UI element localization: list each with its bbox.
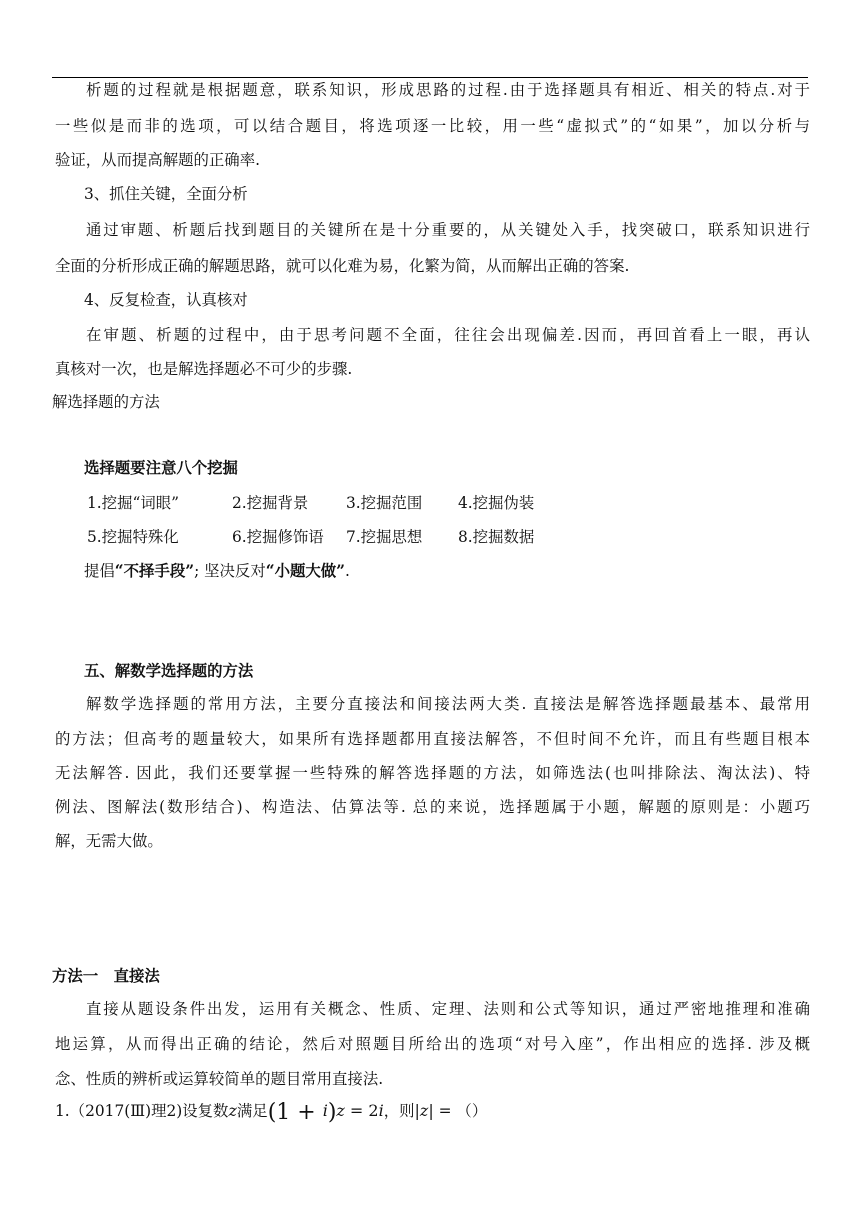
paragraph-line: 在审题、析题的过程中，由于思考问题不全面，往往会出现偏差.因而，再回首看上一眼，再认 [86, 326, 810, 344]
paragraph-line: 地运算，从而得出正确的结论，然后对照题目所给出的选项“对号入座”，作出相应的选择. 涉及概 [55, 1035, 810, 1053]
advocate-mid: ; 坚决反对 [194, 562, 266, 580]
header-rule [52, 77, 808, 78]
question-then: ，则 [383, 1102, 415, 1120]
paragraph-line: 析题的过程就是根据题意，联系知识，形成思路的过程.由于选择题具有相近、相关的特点.对于 [86, 81, 810, 99]
math-var-z: z [228, 1101, 237, 1120]
paragraph-line: 直接从题设条件出发，运用有关概念、性质、定理、法则和公式等知识，通过严密地推理和准确 [86, 1000, 810, 1018]
question-prefix: 1.（2017(Ⅲ)理2)设复数 [55, 1102, 229, 1120]
paragraph-line: 无法解答. 因此，我们还要掌握一些特殊的解答选择题的方法，如筛选法(也叫排除法、淘汰法)、特 [55, 764, 810, 782]
paragraph-line: 的方法；但高考的题量较大，如果所有选择题都用直接法解答，不但时间不允许，而且有些题目根本 [55, 730, 810, 748]
paragraph-line: 全面的分析形成正确的解题思路，就可以化难为易，化繁为简，从而解出正确的答案. [55, 257, 630, 275]
paragraph-line: 例法、图解法(数形结合)、构造法、估算法等. 总的来说，选择题属于小题，解题的原则是：小题巧 [55, 798, 810, 816]
method1-title: 方法一 直接法 [52, 967, 160, 985]
paragraph-line: 通过审题、析题后找到题目的关键所在是十分重要的，从关键处入手，找突破口，联系知识进行 [86, 221, 810, 239]
eight-item: 3.挖掘范围 [346, 494, 423, 512]
paragraph-line: 验证，从而提高解题的正确率. [55, 151, 260, 169]
eight-item: 8.挖掘数据 [458, 528, 535, 546]
paragraph-line: 解数学选择题的常用方法，主要分直接法和间接法两大类. 直接法是解答选择题最基本、最常用 [86, 695, 810, 713]
section5-title: 五、解数学选择题的方法 [84, 662, 254, 680]
eight-item: 2.挖掘背景 [232, 494, 309, 512]
subheading-3: 3、抓住关键，全面分析 [84, 185, 248, 203]
eight-item: 4.挖掘伪装 [458, 494, 535, 512]
subheading-4: 4、反复检查，认真核对 [84, 291, 248, 309]
paragraph-line: 真核对一次，也是解选择题必不可少的步骤. [55, 360, 353, 378]
eight-item: 7.挖掘思想 [346, 528, 423, 546]
paragraph-line: 一些似是而非的选项，可以结合题目，将选项逐一比较，用一些“虚拟式”的“如果”，加以分析与 [55, 117, 810, 135]
question-1 [55, 1101, 810, 1123]
advocate-line [84, 561, 839, 581]
advocate-prefix: 提倡 [84, 562, 115, 580]
advocate-end: . [345, 562, 350, 580]
question-cond: 满足 [236, 1102, 268, 1120]
math-abs-z: |z| [414, 1101, 434, 1120]
question-tail: = （） [433, 1102, 488, 1120]
advocate-bold-2: “小题大做” [265, 562, 345, 580]
eight-item: 5.挖掘特殊化 [87, 528, 179, 546]
advocate-bold-1: “不择手段” [114, 562, 195, 580]
paragraph-line: 念、性质的辨析或运算较简单的题目常用直接法. [55, 1070, 384, 1088]
methods-title: 解选择题的方法 [52, 393, 160, 411]
paragraph-line: 解，无需大做。 [55, 832, 163, 850]
eight-title: 选择题要注意八个挖掘 [84, 459, 238, 477]
eight-item: 6.挖掘修饰语 [232, 528, 324, 546]
math-formula: (1 + i)z = 2i [267, 1101, 384, 1123]
eight-item: 1.挖掘“词眼” [87, 494, 179, 512]
